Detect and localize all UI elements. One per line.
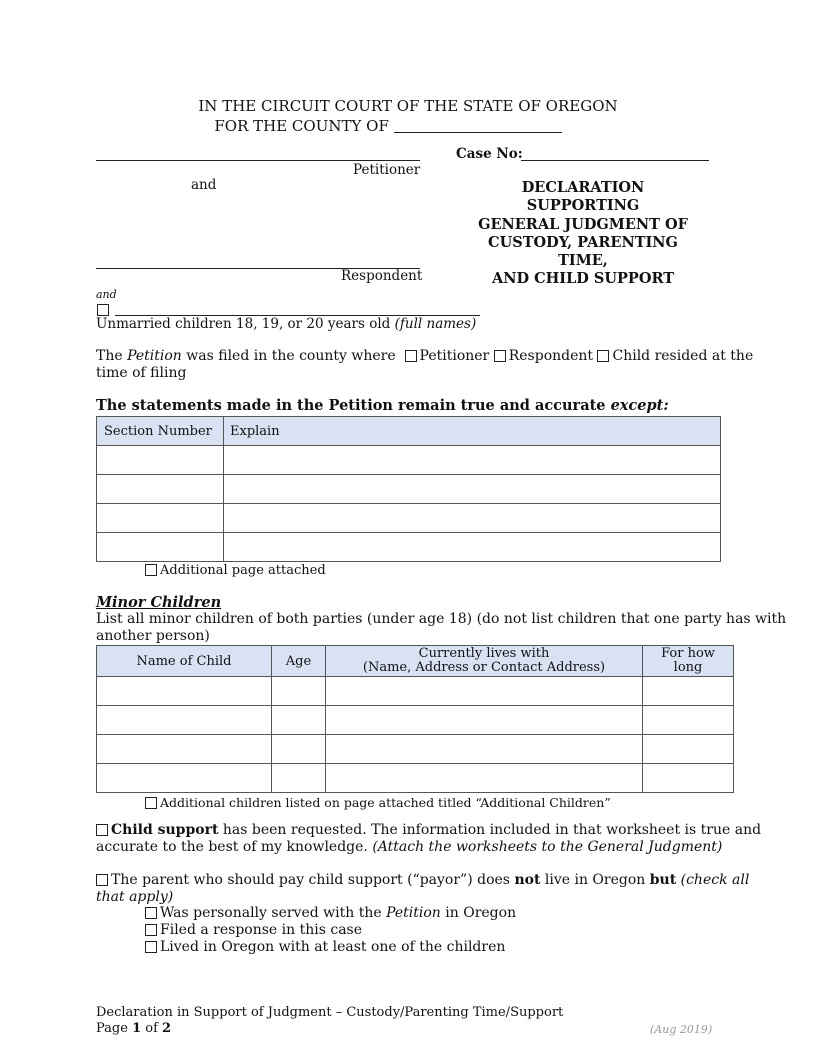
table-row <box>97 677 734 706</box>
col-age: Age <box>272 646 326 677</box>
name-cell[interactable] <box>97 677 272 706</box>
children-table <box>96 645 734 793</box>
payor-option-lived: Lived in Oregon with at least one of the children <box>145 939 516 956</box>
section-cell[interactable] <box>97 504 224 533</box>
petition-filed-line: The Petition was filed in the county where Petitioner Respondent Child resided at the <box>96 348 754 364</box>
payor-block: The parent who should pay child support (“payor”) does not live in Oregon but (check all that apply) <box>96 872 750 905</box>
petition-filed-continuation: time of filing <box>96 365 187 381</box>
children-18-20-label: Unmarried children 18, 19, or 20 years old (full names) <box>96 316 477 332</box>
lived-checkbox[interactable] <box>145 941 157 953</box>
court-line-1: IN THE CIRCUIT COURT OF THE STATE OF OREGON <box>198 97 618 115</box>
how-long-cell[interactable] <box>643 764 734 793</box>
how-long-cell[interactable] <box>643 677 734 706</box>
county-field[interactable] <box>394 118 562 133</box>
statements-heading: The statements made in the Petition remain true and accurate except: <box>96 397 669 414</box>
footer-form-title: Declaration in Support of Judgment – Custody/Parenting Time/Support <box>96 1005 564 1020</box>
filed-petitioner-checkbox[interactable] <box>405 350 417 362</box>
how-long-cell[interactable] <box>643 706 734 735</box>
payor-options <box>145 905 516 956</box>
child-support-checkbox[interactable] <box>96 824 108 836</box>
col-how-long: For how long <box>643 646 734 677</box>
explain-cell[interactable] <box>224 475 721 504</box>
additional-page-row: Additional page attached <box>145 563 326 578</box>
footer-page-number: Page 1 of 2 <box>96 1021 172 1036</box>
response-checkbox[interactable] <box>145 924 157 936</box>
document-title: DECLARATION SUPPORTING GENERAL JUDGMENT OF CUSTODY, PARENTING TIME, AND CHILD SUPPORT <box>478 179 688 288</box>
how-long-cell[interactable] <box>643 735 734 764</box>
table-row <box>97 533 721 562</box>
additional-children-checkbox[interactable] <box>145 797 157 809</box>
petitioner-label: Petitioner <box>353 162 421 178</box>
additional-page-checkbox[interactable] <box>145 564 157 576</box>
explain-cell[interactable] <box>224 446 721 475</box>
and-label: and <box>191 177 217 193</box>
petitioner-name-field[interactable] <box>96 160 420 161</box>
lives-with-cell[interactable] <box>326 706 643 735</box>
table-row <box>97 446 721 475</box>
section-cell[interactable] <box>97 446 224 475</box>
age-cell[interactable] <box>272 764 326 793</box>
lives-with-cell[interactable] <box>326 764 643 793</box>
name-cell[interactable] <box>97 706 272 735</box>
col-lives-with: Currently lives with (Name, Address or Contact Address) <box>326 646 643 677</box>
and-italic-label: and <box>96 288 117 301</box>
explain-cell[interactable] <box>224 504 721 533</box>
table-header-row <box>97 417 721 446</box>
checkbox-box[interactable] <box>97 304 109 316</box>
table-header-row <box>97 646 734 677</box>
col-explain: Explain <box>224 417 721 446</box>
explain-cell[interactable] <box>224 533 721 562</box>
case-number-row <box>456 146 523 162</box>
filed-child-checkbox[interactable] <box>597 350 609 362</box>
table-row <box>97 735 734 764</box>
served-checkbox[interactable] <box>145 907 157 919</box>
lives-with-cell[interactable] <box>326 735 643 764</box>
table-row <box>97 706 734 735</box>
minor-children-heading: Minor Children <box>96 594 222 611</box>
col-name-of-child: Name of Child <box>97 646 272 677</box>
age-cell[interactable] <box>272 735 326 764</box>
respondent-label: Respondent <box>341 268 423 284</box>
name-cell[interactable] <box>97 764 272 793</box>
age-cell[interactable] <box>272 706 326 735</box>
payor-checkbox[interactable] <box>96 874 108 886</box>
section-cell[interactable] <box>97 533 224 562</box>
case-number-label: Case No: <box>456 146 523 162</box>
section-cell[interactable] <box>97 475 224 504</box>
case-number-field[interactable] <box>521 160 709 161</box>
payor-option-served: Was personally served with the Petition in Oregon <box>145 905 516 922</box>
table-row <box>97 764 734 793</box>
statements-table <box>96 416 721 562</box>
name-cell[interactable] <box>97 735 272 764</box>
lives-with-cell[interactable] <box>326 677 643 706</box>
court-heading <box>0 96 816 136</box>
payor-option-response: Filed a response in this case <box>145 922 516 939</box>
age-cell[interactable] <box>272 677 326 706</box>
col-section-number: Section Number <box>97 417 224 446</box>
table-row <box>97 475 721 504</box>
table-row <box>97 504 721 533</box>
filed-respondent-checkbox[interactable] <box>494 350 506 362</box>
minor-children-instructions: List all minor children of both parties (under age 18) (do not list children that one party has with another person) <box>96 611 787 644</box>
court-line-2: FOR THE COUNTY OF <box>0 116 816 136</box>
footer-revision: (Aug 2019) <box>650 1023 713 1036</box>
child-support-block: Child support has been requested. The information included in that worksheet is true and accurate to the best of my knowledge. (Attach the worksheets to the General Judgment) <box>96 822 762 855</box>
additional-children-row: Additional children listed on page attached titled “Additional Children” <box>145 795 611 810</box>
